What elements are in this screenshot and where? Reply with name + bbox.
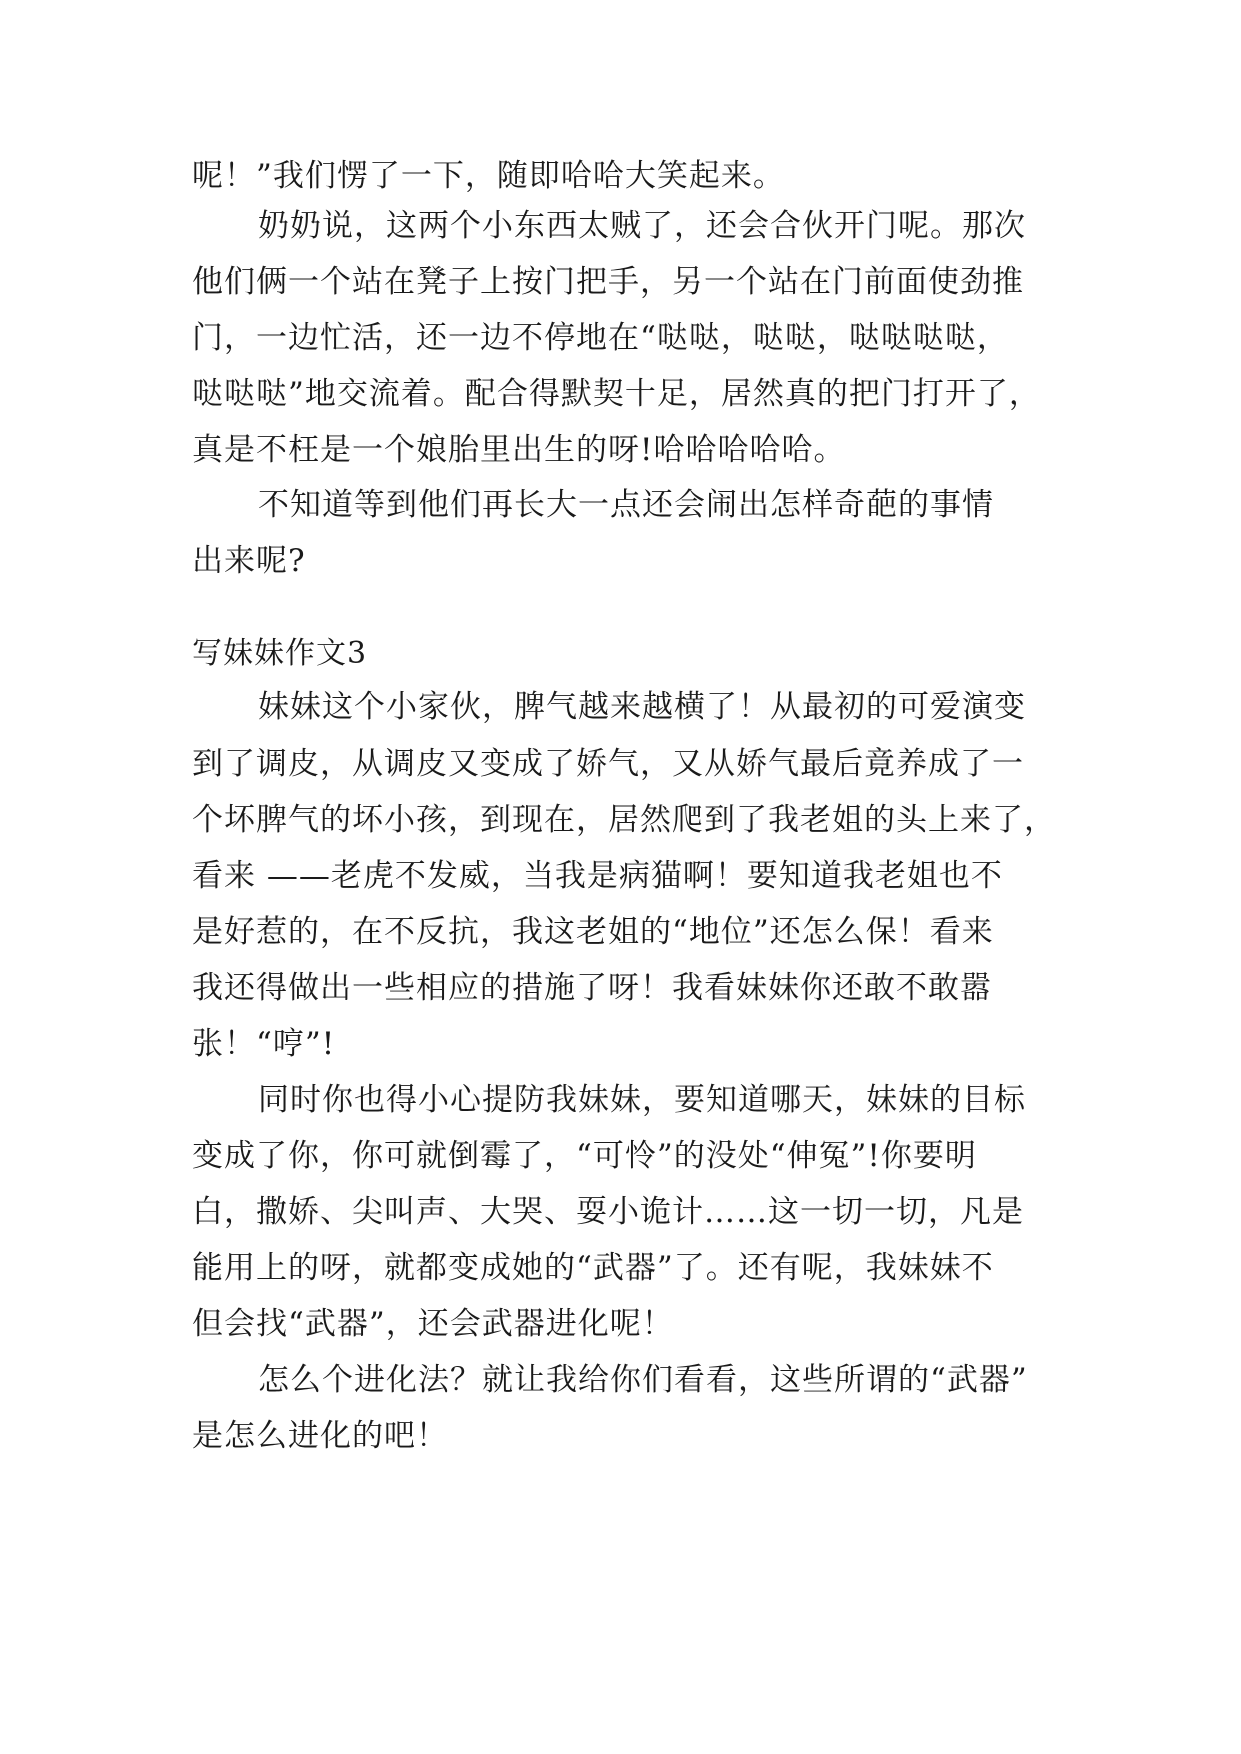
paragraph-line: 同时你也得小心提防我妹妹，要知道哪天，妹妹的目标	[258, 1082, 1026, 1118]
paragraph-line: 奶奶说，这两个小东西太贼了，还会合伙开门呢。那次	[258, 208, 1026, 244]
paragraph-line: 哒哒哒”地交流着。配合得默契十足，居然真的把门打开了，	[192, 376, 1041, 412]
paragraph-line: 能用上的呀，就都变成她的“武器”了。还有呢，我妹妹不	[192, 1250, 994, 1286]
paragraph-line: 看来 ——老虎不发威，当我是病猫啊！要知道我老姐也不	[192, 858, 1003, 894]
paragraph-line: 是好惹的，在不反抗，我这老姐的“地位”还怎么保！看来	[192, 914, 994, 950]
paragraph-line: 呢！”我们愣了一下，随即哈哈大笑起来。	[192, 158, 785, 194]
paragraph-line: 张！“哼”!	[192, 1026, 336, 1062]
section-heading: 写妹妹作文3	[192, 636, 368, 671]
paragraph-line: 是怎么进化的吧！	[192, 1418, 448, 1454]
paragraph-line: 妹妹这个小家伙，脾气越来越横了！从最初的可爱演变	[258, 689, 1026, 725]
paragraph-line: 白，撒娇、尖叫声、大哭、耍小诡计……这一切一切，凡是	[192, 1194, 1024, 1230]
paragraph-line: 他们俩一个站在凳子上按门把手，另一个站在门前面使劲推	[192, 264, 1024, 300]
paragraph-line: 个坏脾气的坏小孩，到现在，居然爬到了我老姐的头上来了，	[192, 802, 1056, 838]
paragraph-line: 但会找“武器”，还会武器进化呢！	[192, 1306, 674, 1342]
paragraph-line: 门，一边忙活，还一边不停地在“哒哒，哒哒，哒哒哒哒，	[192, 320, 1009, 356]
paragraph-line: 出来呢?	[192, 543, 306, 579]
paragraph-line: 真是不枉是一个娘胎里出生的呀!哈哈哈哈哈。	[192, 432, 846, 468]
paragraph-line: 我还得做出一些相应的措施了呀！我看妹妹你还敢不敢嚣	[192, 970, 992, 1006]
paragraph-line: 到了调皮，从调皮又变成了娇气，又从娇气最后竟养成了一	[192, 746, 1024, 782]
paragraph-line: 变成了你，你可就倒霉了，“可怜”的没处“伸冤”!你要明	[192, 1138, 977, 1174]
paragraph-line: 怎么个进化法？就让我给你们看看，这些所谓的“武器”	[258, 1362, 1028, 1398]
paragraph-line: 不知道等到他们再长大一点还会闹出怎样奇葩的事情	[258, 487, 994, 523]
